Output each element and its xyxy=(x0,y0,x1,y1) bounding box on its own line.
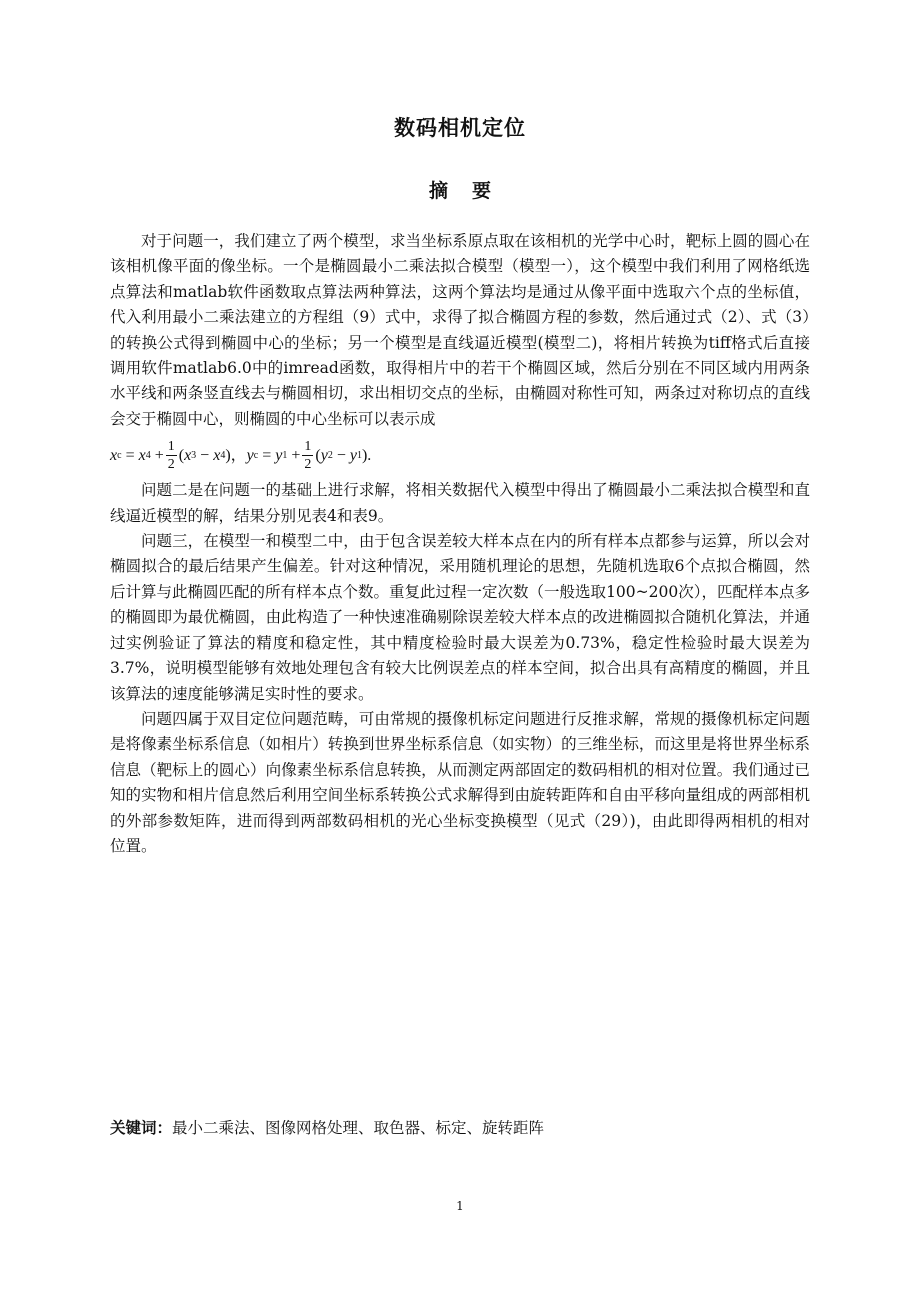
paragraph-problem-1: 对于问题一，我们建立了两个模型，求当坐标系原点取在该相机的光学中心时，靶标上圆的圆心在该相机像平面的像坐标。一个是椭圆最小二乘法拟合模型（模型一），这个模型中我们利用了网格纸选点算法和matlab软件函数取点算法两种算法，这两个算法均是通过从像平面中选取六个点的坐标值，代入利用最小二乘法建立的方程组（9）式中，求得了拟合椭圆方程的参数，然后通过式（2）、式（3）的转换公式得到椭圆中心的坐标；另一个模型是直线逼近模型(模型二)，将相片转换为tiff格式后直接调用软件matlab6.0中的imread函数，取得相片中的若干个椭圆区域，然后分别在不同区域内用两条水平线和两条竖直线去与椭圆相切，求出相切交点的坐标，由椭圆对称性可知，两条过对称切点的直线会交于椭圆中心，则椭圆的中心坐标可以表示成 xyxy=(110,232,810,428)
page-number: 1 xyxy=(456,1199,464,1213)
abstract-heading-char: 要 xyxy=(472,180,492,202)
center-formula: x c = x 4 + $\frac{1}{2}$ ( x 3 − x 4 ) ， y c = y 1 + $\frac{1}{2}$ ( y 2 − y 1 ) . xyxy=(110,438,372,472)
paragraph-problem-4: 问题四属于双目定位问题范畴，可由常规的摄像机标定问题进行反推求解，常规的摄像机标定问题是将像素坐标系信息（如相片）转换到世界坐标系信息（如实物）的三维坐标，而这里是将世界坐标系信息（靶标上的圆心）向像素坐标系信息转换，从而测定两部固定的数码相机的相对位置。我们通过已知的实物和相片信息然后利用空间坐标系转换公式求解得到由旋转距阵和自由平移向量组成的两部相机的外部参数矩阵，进而得到两部数码相机的光心坐标变换模型（见式（29）)，由此即得两相机的相对位置。 xyxy=(110,709,810,855)
keywords-line xyxy=(110,1116,810,1138)
keywords-label: 关键词： xyxy=(110,1119,173,1137)
fraction-half: $\frac{1}{2}$ xyxy=(167,438,175,472)
abstract-heading-char: 摘 xyxy=(428,180,448,202)
abstract-body xyxy=(110,229,810,859)
paragraph-problem-2: 问题二是在问题一的基础上进行求解，将相关数据代入模型中得出了椭圆最小二乘法拟合模型和直线逼近模型的解，结果分别见表4和表9。 xyxy=(110,481,810,525)
abstract-heading xyxy=(0,176,920,203)
page-title: 数码相机定位 xyxy=(394,116,526,140)
keywords-list: 最小二乘法、图像网格处理、取色器、标定、旋转距阵 xyxy=(172,1119,545,1137)
paragraph-problem-3: 问题三，在模型一和模型二中，由于包含误差较大样本点在内的所有样本点都参与运算，所以会对椭圆拟合的最后结果产生偏差。针对这种情况，采用随机理论的思想，先随机选取6个点拟合椭圆，然后计算与此椭圆匹配的所有样本点个数。重复此过程一定次数（一般选取100~200次），匹配样本点多的椭圆即为最优椭圆，由此构造了一种快速准确剔除误差较大样本点的改进椭圆拟合随机化算法，并通过实例验证了算法的精度和稳定性，其中精度检验时最大误差为0.73%，稳定性检验时最大误差为3.7%，说明模型能够有效地处理包含有较大比例误差点的样本空间，拟合出具有高精度的椭圆，并且该算法的速度能够满足实时性的要求。 xyxy=(110,532,810,703)
fraction-half: $\frac{1}{2}$ xyxy=(304,438,312,472)
